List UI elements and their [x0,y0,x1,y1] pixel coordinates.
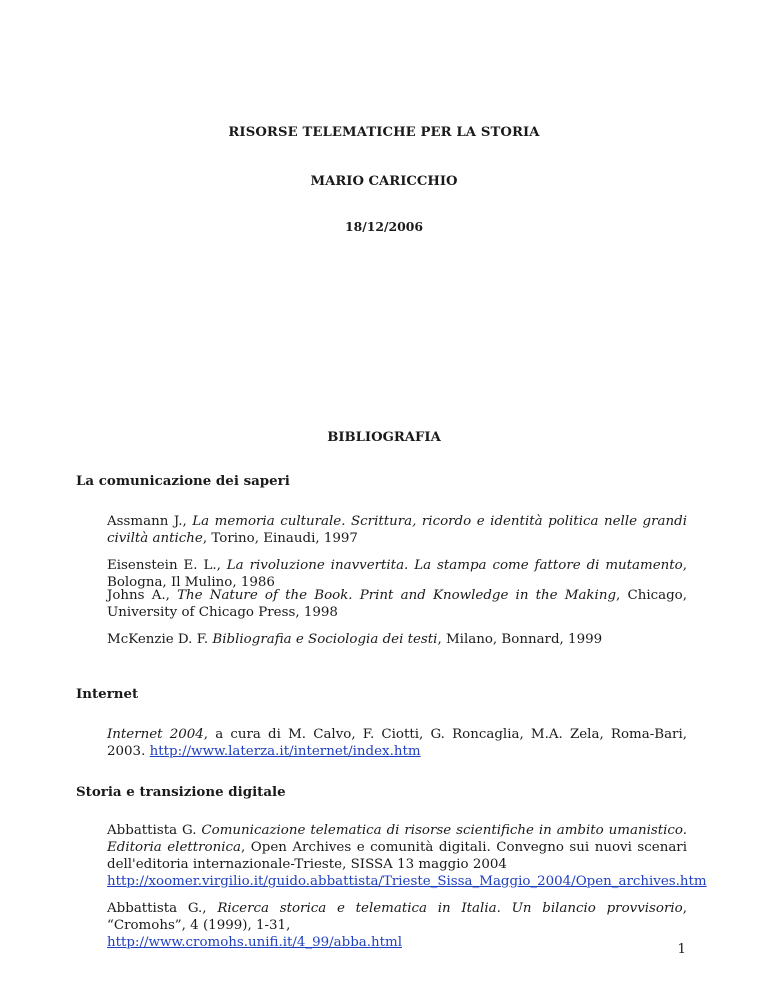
entry-title: La rivoluzione inavvertita. La stampa come fattore di mutamento [226,558,683,573]
bibliography-entry [107,557,687,591]
section-heading: La comunicazione dei saperi [76,473,290,489]
entry-details: , Milano, Bonnard, 1999 [437,632,603,647]
entry-author: Johns A., [107,588,178,603]
document-date: 18/12/2006 [344,219,424,234]
document-title: RISORSE TELEMATICHE PER LA STORIA [228,125,540,140]
bibliography-entry [107,631,687,648]
document-author: MARIO CARICCHIO [310,174,458,189]
section-heading: Internet [76,686,139,702]
entry-author: McKenzie D. F. [107,632,213,647]
entry-author: Abbattista G., [107,901,218,916]
bibliography-heading: BIBLIOGRAFIA [327,430,441,445]
entry-title: Comunicazione telematica di risorse scientifiche in ambito umanistico. Editoria elettronica [107,823,687,855]
entry-details: , Open Archives e comunità digitali. Convegno sui nuovi scenari dell'editoria internazionale-Trieste, SISSA 13 maggio 2004 [107,840,687,872]
entry-link[interactable]: http://xoomer.virgilio.it/guido.abbattista/Trieste_Sissa_Maggio_2004/Open_archives.htm [107,874,707,889]
entry-details: , Bologna, Il Mulino, 1986 [107,558,687,590]
entry-details: , Torino, Einaudi, 1997 [202,531,358,546]
entry-link[interactable]: http://www.laterza.it/internet/index.htm [149,744,421,759]
bibliography-entry [107,822,707,890]
section-heading: Storia e transizione digitale [76,784,286,800]
entry-details: , Chicago, University of Chicago Press, 1998 [107,588,687,620]
bibliography-entry [107,513,687,547]
entry-title: Internet 2004 [107,727,204,742]
entry-link[interactable]: http://www.cromohs.unifi.it/4_99/abba.html [107,935,403,950]
entry-details: , “Cromohs”, 4 (1999), 1-31, [107,901,687,933]
entry-title: Bibliografia e Sociologia dei testi [212,632,438,647]
bibliography-entry [107,587,687,621]
entry-details: , a cura di M. Calvo, F. Ciotti, G. Roncaglia, M.A. Zela, Roma-Bari, 2003. [107,727,687,759]
entry-title: The Nature of the Book. Print and Knowledge in the Making [177,588,617,603]
page-number: 1 [677,942,686,957]
bibliography-entry [107,900,687,951]
bibliography-entry [107,726,687,760]
entry-author: Abbattista G. [107,823,202,838]
entry-title: Ricerca storica e telematica in Italia. Un bilancio provvisorio [217,901,683,916]
entry-author: Assmann J., [107,514,193,529]
entry-author: Eisenstein E. L., [107,558,227,573]
entry-title: La memoria culturale. Scrittura, ricordo e identità politica nelle grandi civiltà antiche [107,514,687,546]
